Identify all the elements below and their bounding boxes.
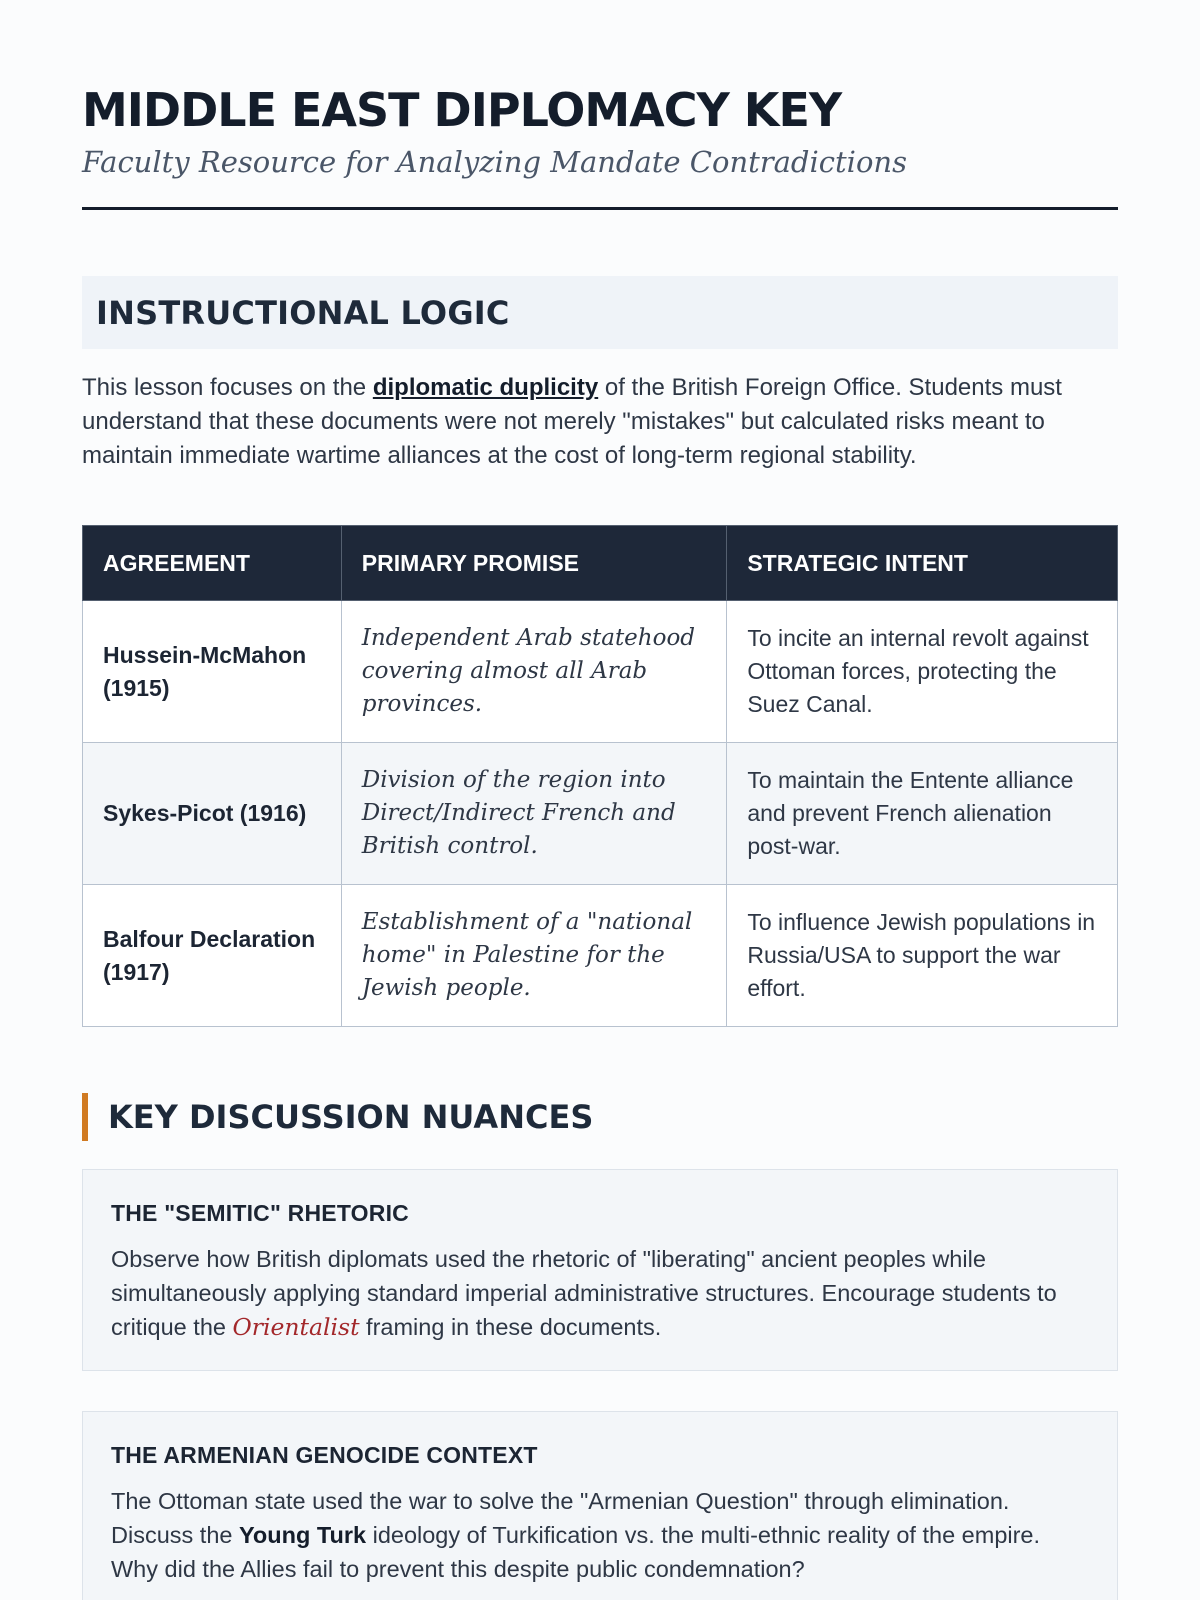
column-header-primary-promise: PRIMARY PROMISE	[341, 526, 727, 601]
agreement-cell: Sykes-Picot (1916)	[83, 743, 342, 885]
card-text-end: framing in these documents.	[359, 1314, 662, 1340]
agreements-table	[82, 525, 1118, 1027]
nuance-card-title: THE ARMENIAN GENOCIDE CONTEXT	[111, 1442, 538, 1468]
card-text-start: Observe how British diplomats used the rhetoric of "liberating" ancient peoples while simultaneously applying standard imperial administrative structures. Encourage students to critique the	[111, 1246, 1057, 1340]
card-text-start: The Ottoman state used the war to solve the "Armenian Question" through elimination. Discuss the	[111, 1488, 1010, 1548]
nuance-card-text	[111, 1484, 1089, 1586]
nuance-card-title: THE "SEMITIC" RHETORIC	[111, 1200, 409, 1226]
intro-text-end: of the British Foreign Office. Students must understand that these documents were not merely "mistakes" but calculated risks meant to maintain immediate wartime alliances at the cost of long-term regional stability.	[82, 374, 1062, 469]
instructional-logic-section-header	[82, 276, 1118, 349]
intent-cell: To incite an internal revolt against Ottoman forces, protecting the Suez Canal.	[727, 601, 1118, 743]
agreement-cell: Hussein-McMahon (1915)	[83, 601, 342, 743]
promise-cell: Establishment of a "national home" in Palestine for the Jewish people.	[341, 885, 727, 1027]
table-row	[83, 743, 1118, 885]
key-discussion-heading: KEY DISCUSSION NUANCES	[108, 1098, 594, 1136]
promise-cell: Independent Arab statehood covering almost all Arab provinces.	[341, 601, 727, 743]
table-header-row	[83, 526, 1118, 601]
instructional-logic-heading: INSTRUCTIONAL LOGIC	[96, 293, 510, 332]
card-text-end: ideology of Turkification vs. the multi-ethnic reality of the empire. Why did the Allies fail to prevent this despite public condemnation?	[111, 1522, 1041, 1582]
column-header-agreement: AGREEMENT	[83, 526, 342, 601]
nuance-card-armenian-genocide	[82, 1411, 1118, 1600]
promise-cell: Division of the region into Direct/Indirect French and British control.	[341, 743, 727, 885]
table-row	[83, 601, 1118, 743]
page-subtitle: Faculty Resource for Analyzing Mandate Contradictions	[82, 145, 907, 179]
intent-cell: To influence Jewish populations in Russia/USA to support the war effort.	[727, 885, 1118, 1027]
intro-emphasis: diplomatic duplicity	[372, 374, 599, 401]
card-emphasis: Young Turk	[239, 1522, 367, 1548]
card-emphasis: Orientalist	[232, 1313, 360, 1341]
agreement-cell: Balfour Declaration (1917)	[83, 885, 342, 1027]
table-row	[83, 885, 1118, 1027]
key-discussion-section-header	[82, 1093, 1118, 1141]
accent-bar	[82, 1093, 88, 1141]
instructional-logic-paragraph	[82, 371, 1118, 473]
nuance-card-semitic-rhetoric	[82, 1169, 1118, 1371]
intent-cell: To maintain the Entente alliance and prevent French alienation post-war.	[727, 743, 1118, 885]
nuance-card-text	[111, 1242, 1089, 1344]
title-divider	[82, 207, 1118, 210]
page-title: MIDDLE EAST DIPLOMACY KEY	[82, 83, 842, 137]
column-header-strategic-intent: STRATEGIC INTENT	[727, 526, 1118, 601]
intro-text-start: This lesson focuses on the	[82, 374, 373, 401]
